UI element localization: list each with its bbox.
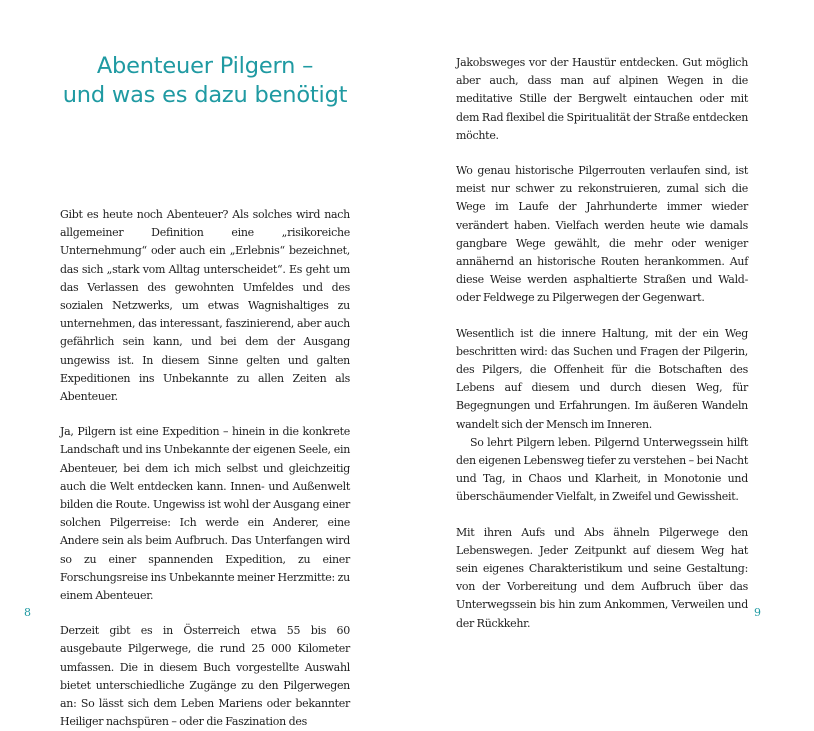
left-page xyxy=(0,0,407,729)
body-paragraph: Mit ihren Aufs und Abs ähneln Pilgerwege den Lebenswegen. Jeder Zeitpunkt auf diesem Weg hat sein eigenes Charakteristikum und seine Gestaltung: von der Vorbereitung und dem Aufbruch über das Unterwegssein bis hin zum Ankommen, Verweilen und der Rückkehr. xyxy=(456,525,748,630)
body-paragraph: Jakobsweges vor der Haustür entdecken. Gut möglich aber auch, dass man auf alpinen Wegen in die meditative Stille der Bergwelt eintauchen oder mit dem Rad flexibel die Spiritualität der Straße entdecken möchte. xyxy=(456,56,748,142)
left-text-column xyxy=(60,206,350,731)
body-paragraph: Wo genau historische Pilgerrouten verlaufen sind, ist meist nur schwer zu rekonstruieren, zumal sich die Wege im Laufe der Jahrhunderte immer wieder verändert haben. Vielfach werden heute wie damals gangbare Wege gewählt, die mehr oder weniger annähernd an historische Routen herankommen. Auf diese Weise werden asphaltierte Straßen und Wald- oder Feldwege zu Pilgerwegen der Gegenwart. xyxy=(456,164,748,305)
page-number-right: 9 xyxy=(754,606,761,619)
chapter-title-line-1: Abenteuer Pilgern – xyxy=(96,53,314,79)
body-paragraph: Ja, Pilgern ist eine Expedition – hinein in die konkrete Landschaft und ins Unbekannte der eigenen Seele, ein Abenteuer, bei dem ich mich selbst und gleichzeitig auch die Welt entdecken kann. Innen- und Außenwelt bilden die Route. Ungewiss ist wohl der Ausgang einer solchen Pilgerreise: Ich werde ein Anderer, eine Andere sein als beim Aufbruch. Das Unterfangen wird so zu einer spannenden Expedition, zu einer Forschungsreise ins Unbekannte meiner Herzmitte: zu einem Abenteuer. xyxy=(60,425,350,603)
body-paragraph: So lehrt Pilgern leben. Pilgernd Unterwegssein hilft den eigenen Lebensweg tiefer zu verstehen – bei Nacht und Tag, in Chaos und Klarheit, in Monotonie und überschäumender Vielfalt, in Zweifel und Gewissheit. xyxy=(456,435,748,504)
body-paragraph: Wesentlich ist die innere Haltung, mit der ein Weg beschritten wird: das Suchen und Fragen der Pilgerin, des Pilgers, die Offenheit für die Botschaften des Lebens auf diesem und durch diesen Weg, für Begegnungen und Erfahrungen. Im äußeren Wandeln wandelt sich der Mensch im Inneren. xyxy=(456,326,748,431)
right-page xyxy=(407,0,814,648)
chapter-title xyxy=(40,52,370,110)
body-paragraph: Gibt es heute noch Abenteuer? Als solches wird nach allgemeiner Definition eine „risikoreiche Unternehmung“ oder auch ein „Erlebnis“ bezeichnet, das sich „stark vom Alltag unterscheidet“. Es geht um das Verlassen des gewohnten Umfeldes und des sozialen Netzwerks, um etwas Wagnishaltiges zu unternehmen, das interessant, faszinierend, aber auch gefährlich sein kann, und bei dem der Ausgang ungewiss ist. In diesem Sinne gelten und galten Expeditionen ins Unbekannte zu allen Zeiten als Abenteuer. xyxy=(60,208,350,404)
chapter-title-line-2: und was es dazu benötigt xyxy=(62,82,348,108)
page-number-left: 8 xyxy=(24,606,31,619)
right-text-column xyxy=(456,54,748,633)
body-paragraph: Derzeit gibt es in Österreich etwa 55 bis 60 ausgebaute Pilgerwege, die rund 25 000 Kilometer umfassen. Die in diesem Buch vorgestellte Auswahl bietet unterschiedliche Zugänge zu den Pilgerwegen an: So lässt sich dem Leben Mariens oder bekannter Heiliger nachspüren – oder die Faszination des xyxy=(60,624,350,729)
